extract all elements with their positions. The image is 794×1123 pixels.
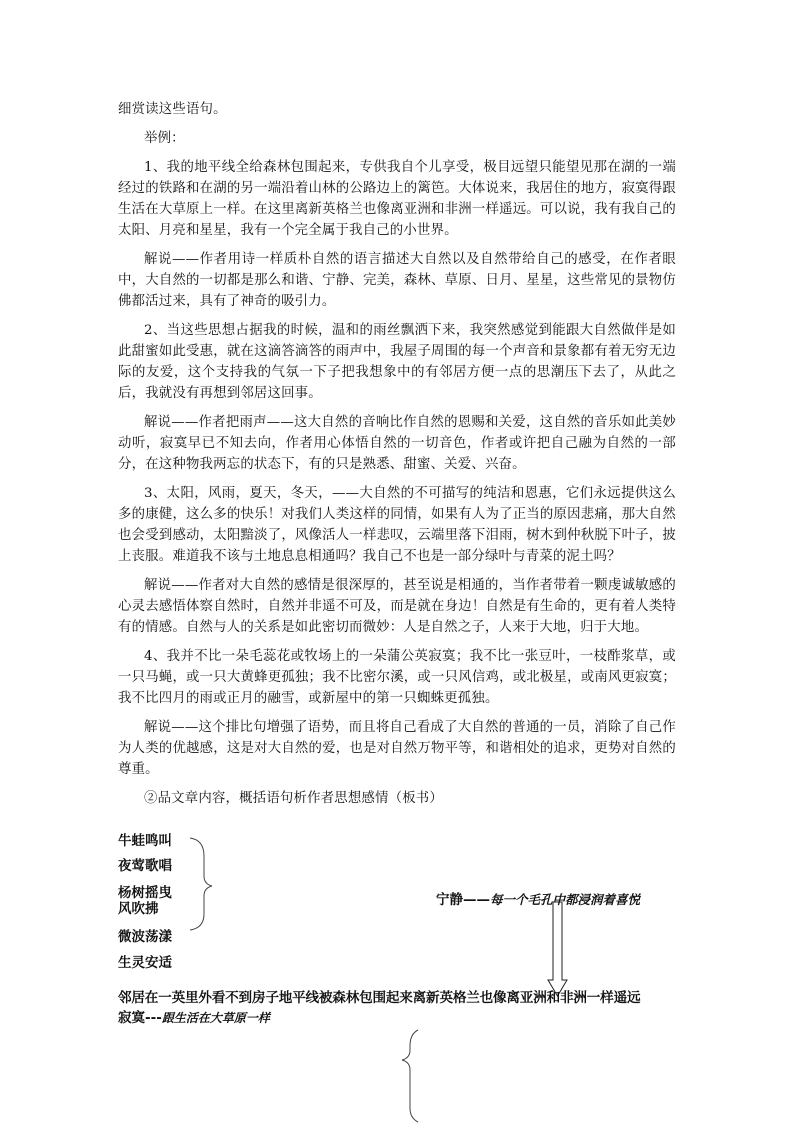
explanation-3: 解说——作者对大自然的感情是很深厚的，甚至说是相通的，当作者带着一颗虔诚敏感的心灵去感悟体察自然时，自然并非遥不可及，而是就在身边！自然是有生命的，更有着人类特有的情感。自然与人的关系是如此密切而微妙：人是自然之子，人来于大地，归于大地。 [118,578,676,635]
example-heading: 举例： [144,131,185,146]
explanation-4: 解说——这个排比句增强了语势，而且将自己看成了大自然的普通的一员，消除了自己作为人类的优越感，这是对大自然的爱，也是对自然万物平等，和谐相处的追求，更势对自然的尊重。 [118,720,676,777]
board-item: 微波荡漾 [118,929,172,945]
board-item: 生灵安适 [118,955,172,971]
example-3: 3、太阳，风雨，夏天，冬天，——大自然的不可描写的纯洁和恩惠，它们永远提供这么多的康健，这么多的快乐！对我们人类这样的同情，如果有人为了正当的原因悲痛，那大自然也会受到感动，太阳黯淡了，风像活人一样悲叹，云端里落下泪雨，树木到仲秋脱下叶子，披上丧服。难道我不该与土地息息相通吗？我自己不也是一部分绿叶与青菜的泥土吗？ [118,486,676,564]
lonely-note: 跟生活在大草原一样 [161,1011,270,1025]
example-2: 2、当这些思想占据我的时候，温和的雨丝飘洒下来，我突然感觉到能跟大自然做伴是如此甜蜜如此受惠，就在这滴答滴答的雨声中，我屋子周围的每一个声音和景象都有着无穷无边际的友爱，这个支持我的气氛一下子把我想象中的有邻居方便一点的思潮压下去了，从此之后，我就没有再想到邻居这回事。 [118,323,676,401]
quiet-label: 宁静—— [436,892,490,908]
explanation-2: 解说——作者把雨声——这大自然的音响比作自然的恩赐和关爱，这自然的音乐如此美妙动听，寂寞早已不知去向，作者用心体悟自然的一切音色，作者或许把自己融为自然的一部分，在这种物我两忘的状态下，有的只是熟悉、甜蜜、关爱、兴奋。 [118,415,676,472]
left-brace-lower [402,1030,418,1122]
right-brace-upper [190,838,212,930]
lonely-label: 寂寞--- [118,1010,162,1026]
board-item: 风吹拂 [118,901,159,917]
explanation-1: 解说——作者用诗一样质朴自然的语言描述大自然以及自然带给自己的感受，在作者眼中，大自然的一切都是那么和谐、宁静、完美，森林、草原、日月、星星，这些常见的景物仿佛都活过来，具有了神奇的吸引力。 [118,252,676,309]
neighbor-line: 邻居在一英里外看不到房子地平线被森林包围起来离新英格兰也像离亚洲和非洲一样遥远 [118,990,641,1006]
quiet-note: 每一个毛孔中都浸润着喜悦 [490,892,641,907]
board-item: 夜莺歌唱 [118,858,172,874]
lonely-summary [118,1006,270,1026]
example-4: 4、我并不比一朵毛蕊花或牧场上的一朵蒲公英寂寞；我不比一张豆叶，一枝酢浆草，或一只马蝇，或一只大黄蜂更孤独；我不比密尔溪，或一只风信鸡，或北极星，或南风更寂寞；我不比四月的雨或正月的融雪，或新屋中的第一只蜘蛛更孤独。 [118,649,676,706]
example-1: 1、我的地平线全给森林包围起来，专供我自个儿享受，极目远望只能望见那在湖的一端经过的铁路和在湖的另一端沿着山林的公路边上的篱笆。大体说来，我居住的地方，寂寞得跟生活在大草原上一样。在这里离新英格兰也像离亚洲和非洲一样遥远。可以说，我有我自己的太阳、月亮和星星，我有一个完全属于我自己的小世界。 [118,160,676,238]
board-item: 杨树摇曳 [118,885,172,901]
board-item: 牛蛙鸣叫 [118,833,172,849]
down-arrow [548,902,567,996]
board-heading: ②品文章内容，概括语句析作者思想感情（板书） [144,791,443,806]
quiet-summary [436,888,640,908]
intro-line: 细赏读这些语句。 [118,102,227,117]
